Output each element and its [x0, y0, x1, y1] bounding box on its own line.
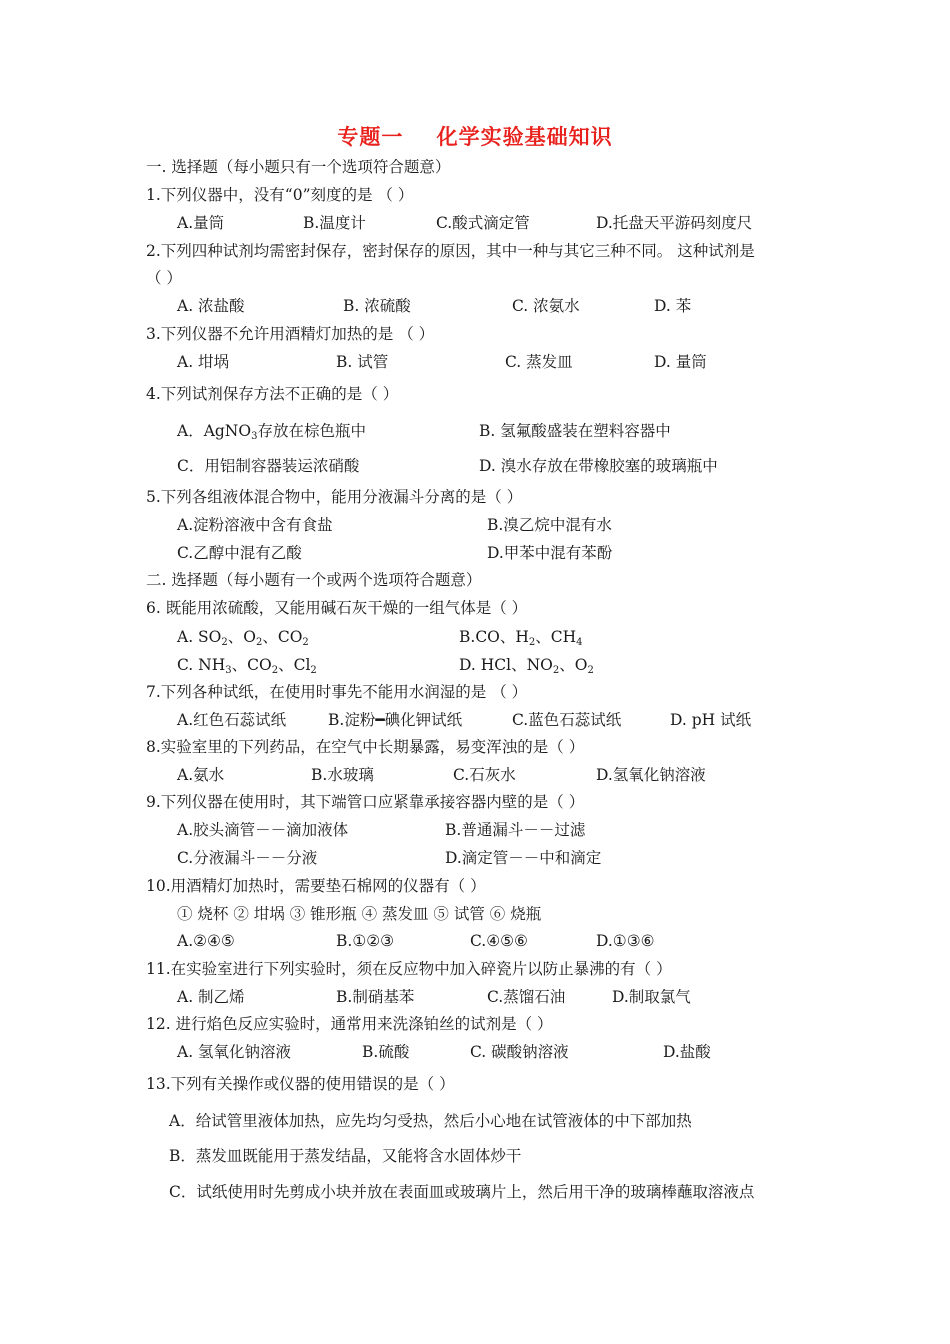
q4-option-a: A．AgNO$_3$存放在棕色瓶中: [177, 422, 366, 442]
q3-option-c: C. 蒸发皿: [505, 353, 573, 371]
q2-stem: 2.下列四种试剂均需密封保存，密封保存的原因，其中一种与其它三种不同。 这种试剂是: [146, 242, 755, 260]
q8-option-d: D.氢氧化钠溶液: [596, 766, 706, 784]
q3-option-a: A. 坩埚: [177, 353, 230, 371]
q5-option-c: C.乙醇中混有乙酸: [177, 544, 302, 562]
q12-option-c: C. 碳酸钠溶液: [470, 1043, 569, 1061]
q3-stem: 3.下列仪器不允许用酒精灯加热的是 （ ）: [146, 325, 435, 343]
q5-stem: 5.下列各组液体混合物中，能用分液漏斗分离的是（ ）: [146, 488, 523, 506]
q13-option-c: C．试纸使用时先剪成小块并放在表面皿或玻璃片上，然后用干净的玻璃棒蘸取溶液点: [169, 1183, 755, 1201]
q4-option-b: B. 氢氟酸盛装在塑料容器中: [479, 422, 671, 440]
q12-option-d: D.盐酸: [663, 1043, 711, 1061]
q3-option-d: D. 量筒: [654, 353, 707, 371]
q2-option-c: C. 浓氨水: [512, 297, 580, 315]
q8-option-b: B.水玻璃: [311, 766, 374, 784]
q11-stem: 11.在实验室进行下列实验时，须在反应物中加入碎瓷片以防止暴沸的有（ ）: [146, 960, 672, 978]
q10-option-c: C.④⑤⑥: [470, 932, 528, 950]
section-1-heading: 一. 选择题（每小题只有一个选项符合题意）: [146, 158, 451, 176]
q4-option-d: D. 溴水存放在带橡胶塞的玻璃瓶中: [479, 457, 718, 475]
q10-stem: 10.用酒精灯加热时，需要垫石棉网的仪器有（ ）: [146, 877, 486, 895]
q12-option-a: A. 氢氧化钠溶液: [177, 1043, 292, 1061]
q6-option-a: A. $SO_2$、$O_2$、$CO_2$: [177, 628, 309, 648]
q13-option-b: B．蒸发皿既能用于蒸发结晶，又能将含水固体炒干: [169, 1147, 522, 1165]
q5-option-d: D.甲苯中混有苯酚: [487, 544, 613, 562]
q6-stem: 6. 既能用浓硫酸，又能用碱石灰干燥的一组气体是（ ）: [146, 599, 528, 617]
q8-stem: 8.实验室里的下列药品，在空气中长期暴露，易变浑浊的是（ ）: [146, 738, 585, 756]
q9-stem: 9.下列仪器在使用时，其下端管口应紧靠承接容器内壁的是（ ）: [146, 793, 585, 811]
q11-option-c: C.蒸馏石油: [487, 988, 566, 1006]
q1-stem: 1.下列仪器中，没有“0”刻度的是 （ ）: [146, 186, 414, 204]
q7-option-d: D. pH 试纸: [670, 711, 752, 729]
q9-option-b: B.普通漏斗－－过滤: [445, 821, 586, 839]
q10-option-b: B.①②③: [336, 932, 395, 950]
q12-option-b: B.硫酸: [362, 1043, 410, 1061]
q6-option-b: B.CO、$H_2$、$CH_4$: [459, 628, 583, 648]
q1-option-a: A.量筒: [177, 214, 225, 232]
q11-option-d: D.制取氯气: [612, 988, 691, 1006]
q1-option-b: B.温度计: [303, 214, 366, 232]
q5-option-a: A.淀粉溶液中含有食盐: [177, 516, 333, 534]
q4-stem: 4.下列试剂保存方法不正确的是（ ）: [146, 385, 399, 403]
q13-option-a: A．给试管里液体加热，应先均匀受热，然后小心地在试管液体的中下部加热: [169, 1112, 692, 1130]
q6-option-c: C. $NH_3$、$CO_2$、$Cl_2$: [177, 656, 317, 676]
q12-stem: 12. 进行焰色反应实验时，通常用来洗涤铂丝的试剂是（ ）: [146, 1015, 553, 1033]
q13-stem: 13.下列有关操作或仪器的使用错误的是（ ）: [146, 1075, 455, 1093]
section-2-heading: 二. 选择题（每小题有一个或两个选项符合题意）: [146, 571, 482, 589]
q1-option-c: C.酸式滴定管: [436, 214, 530, 232]
q7-option-b: B.淀粉━碘化钾试纸: [328, 711, 463, 729]
q11-option-b: B.制硝基苯: [336, 988, 415, 1006]
q11-option-a: A. 制乙烯: [177, 988, 245, 1006]
q10-option-a: A.②④⑤: [177, 932, 235, 950]
q2-option-d: D. 苯: [654, 297, 692, 315]
q7-option-a: A.红色石蕊试纸: [177, 711, 287, 729]
q2-option-b: B. 浓硫酸: [343, 297, 411, 315]
q8-option-c: C.石灰水: [453, 766, 516, 784]
q4-option-c: C．用铝制容器装运浓硝酸: [177, 457, 360, 475]
q9-option-c: C.分液漏斗－－分液: [177, 849, 318, 867]
q9-option-d: D.滴定管－－中和滴定: [445, 849, 602, 867]
q7-option-c: C.蓝色石蕊试纸: [512, 711, 622, 729]
q8-option-a: A.氨水: [177, 766, 225, 784]
q5-option-b: B.溴乙烷中混有水: [487, 516, 612, 534]
q10-option-d: D.①③⑥: [596, 932, 655, 950]
q10-items: ① 烧杯 ② 坩埚 ③ 锥形瓶 ④ 蒸发皿 ⑤ 试管 ⑥ 烧瓶: [177, 905, 542, 923]
page-title: 专题一 化学实验基础知识: [337, 125, 613, 149]
q3-option-b: B. 试管: [336, 353, 389, 371]
q2-stem-continued: （ ）: [146, 269, 182, 287]
q7-stem: 7.下列各种试纸，在使用时事先不能用水润湿的是 （ ）: [146, 683, 528, 701]
q1-option-d: D.托盘天平游码刻度尺: [596, 214, 753, 232]
q2-option-a: A. 浓盐酸: [177, 297, 245, 315]
q6-option-d: D. HCl、$NO_2$、$O_2$: [459, 656, 594, 676]
q9-option-a: A.胶头滴管－－滴加液体: [177, 821, 349, 839]
